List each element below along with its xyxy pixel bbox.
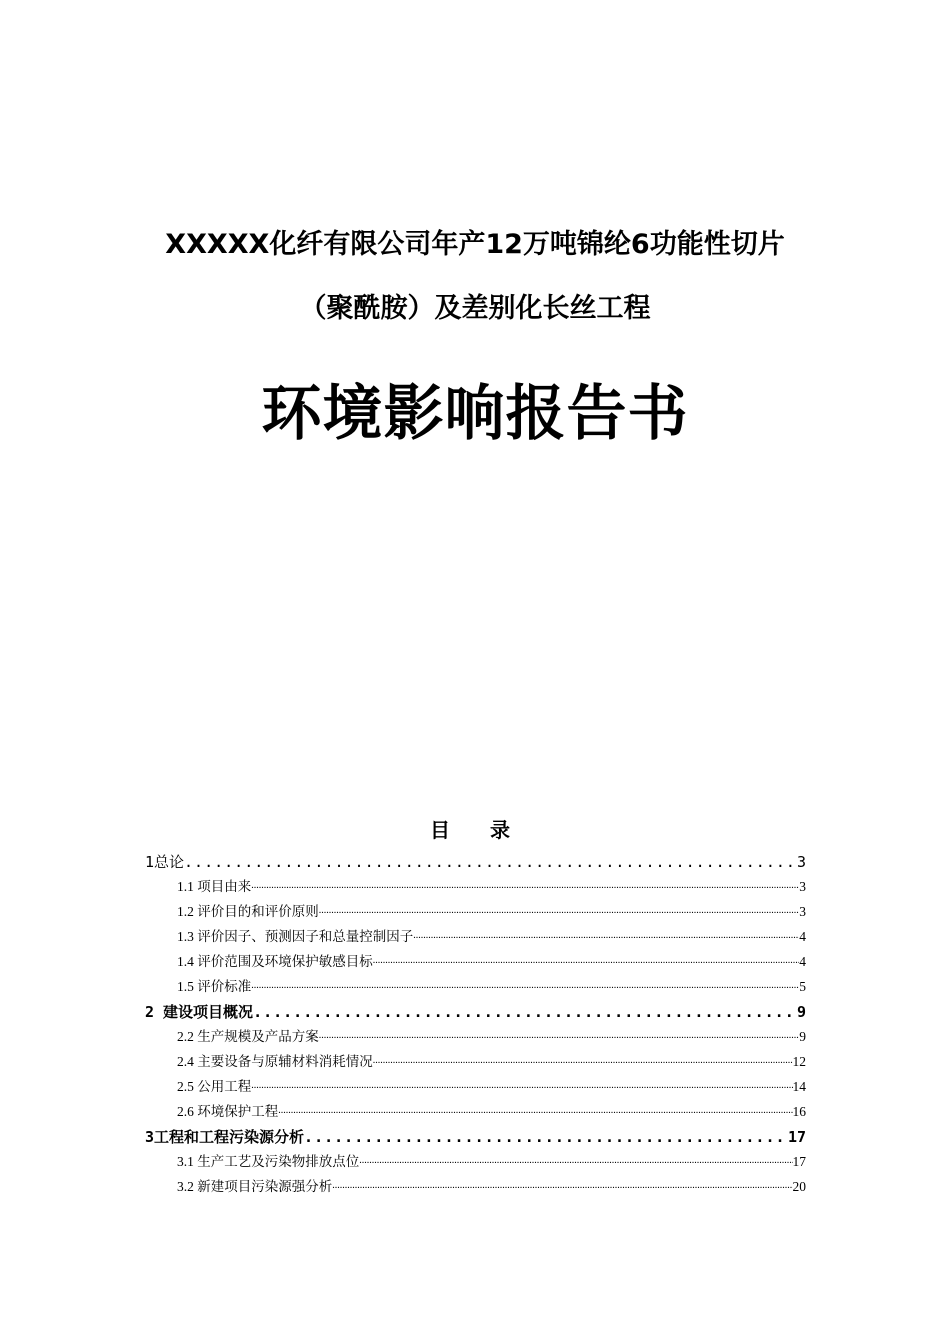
toc-entry-title: 3.2 新建项目污染源强分析 xyxy=(177,1179,333,1194)
toc-entry-page: 9 xyxy=(799,1029,806,1044)
toc-entry-page: 14 xyxy=(792,1079,806,1094)
toc-entry-title: 3工程和工程污染源分析 xyxy=(145,1128,305,1146)
toc-entry-title: 2.2 生产规模及产品方案 xyxy=(177,1029,319,1044)
toc-chapter-1[interactable] xyxy=(145,848,806,873)
toc-section-2-5[interactable] xyxy=(145,1073,806,1098)
toc-entry-page: 3 xyxy=(799,879,806,894)
toc-entry-page: 9 xyxy=(796,1003,806,1021)
toc-entry-page: 4 xyxy=(799,929,806,944)
toc-entry-title: 1.2 评价目的和评价原则 xyxy=(177,904,319,919)
toc-leader xyxy=(251,978,799,998)
toc-entry-page: 20 xyxy=(792,1179,806,1194)
toc-leader xyxy=(253,1001,797,1023)
toc-entry-title: 2.5 公用工程 xyxy=(177,1079,252,1094)
toc-section-2-6[interactable] xyxy=(145,1098,806,1123)
toc-entry-page: 17 xyxy=(792,1154,806,1169)
toc-leader xyxy=(332,1178,792,1198)
toc-heading: 目录 xyxy=(430,818,550,842)
toc-entry-page: 3 xyxy=(799,904,806,919)
toc-entry-title: 1.5 评价标准 xyxy=(177,979,252,994)
toc-entry-title: 1总论 xyxy=(145,853,185,871)
toc-chapter-2[interactable] xyxy=(145,998,806,1023)
toc-section-1-1[interactable] xyxy=(145,873,806,898)
toc-leader xyxy=(278,1103,792,1123)
toc-entry-title: 2.4 主要设备与原辅材料消耗情况 xyxy=(177,1054,373,1069)
toc-entry-title: 3.1 生产工艺及污染物排放点位 xyxy=(177,1154,360,1169)
toc-entry-page: 5 xyxy=(799,979,806,994)
report-title-line-2: （聚酰胺）及差别化长丝工程 xyxy=(299,293,651,324)
toc-leader xyxy=(184,851,797,873)
toc-leader xyxy=(304,1126,788,1148)
toc-leader xyxy=(251,878,799,898)
toc-leader xyxy=(359,1153,792,1173)
toc-chapter-3[interactable] xyxy=(145,1123,806,1148)
toc-section-2-2[interactable] xyxy=(145,1023,806,1048)
toc-leader xyxy=(251,1078,792,1098)
toc-section-1-3[interactable] xyxy=(145,923,806,948)
toc-entry-title: 1.1 项目由来 xyxy=(177,879,252,894)
toc-leader xyxy=(319,1028,800,1048)
toc-entry-page: 16 xyxy=(792,1104,806,1119)
toc-entry-title: 2.6 环境保护工程 xyxy=(177,1104,279,1119)
toc-entry-title: 2 建设项目概况 xyxy=(145,1003,254,1021)
toc-leader xyxy=(319,903,800,923)
toc-leader xyxy=(373,1053,793,1073)
report-title-line-1: XXXXX化纤有限公司年产12万吨锦纶6功能性切片 xyxy=(165,229,785,260)
toc-leader xyxy=(413,928,799,948)
toc-section-1-2[interactable] xyxy=(145,898,806,923)
toc-section-3-2[interactable] xyxy=(145,1173,806,1198)
toc-entry-page: 12 xyxy=(792,1054,806,1069)
toc-section-2-4[interactable] xyxy=(145,1048,806,1073)
toc-section-1-5[interactable] xyxy=(145,973,806,998)
toc-entry-title: 1.3 评价因子、预测因子和总量控制因子 xyxy=(177,929,414,944)
toc-entry-page: 3 xyxy=(796,853,806,871)
toc-entry-title: 1.4 评价范围及环境保护敏感目标 xyxy=(177,954,373,969)
toc-section-3-1[interactable] xyxy=(145,1148,806,1173)
toc-leader xyxy=(373,953,800,973)
toc-entry-page: 4 xyxy=(799,954,806,969)
toc-entry-page: 17 xyxy=(787,1128,806,1146)
toc-section-1-4[interactable] xyxy=(145,948,806,973)
table-of-contents xyxy=(145,848,806,1198)
report-main-title: 环境影响报告书 xyxy=(261,379,689,449)
